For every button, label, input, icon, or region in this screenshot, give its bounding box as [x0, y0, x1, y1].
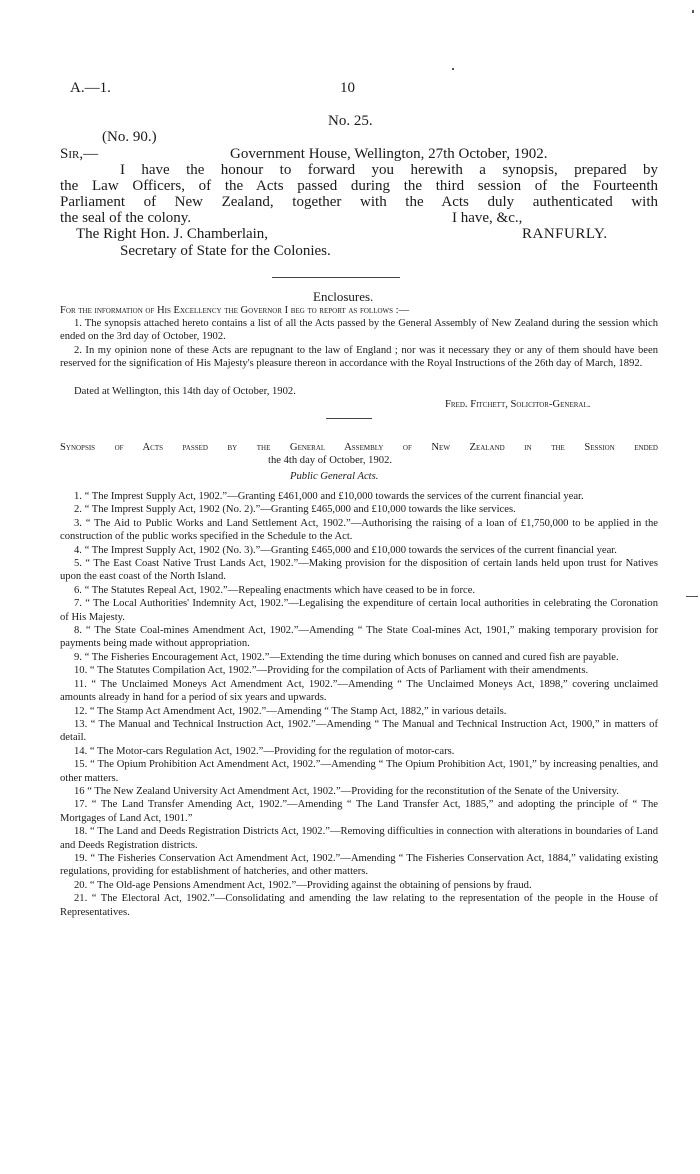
scan-mark — [686, 596, 698, 597]
letter-body-last-line: the seal of the colony. — [60, 210, 192, 226]
synopsis-item: 10. “ The Statutes Compilation Act, 1902.”—Providing for the compilation of Acts of Parliament with their amendments. — [74, 665, 589, 677]
enclosures-para-2: 2. In my opinion none of these Acts are repugnant to the law of England ; nor was it necessary they or any of them should have been reserved for the signification of His Majesty's pleasure thereon in accordance with the Royal Instructions of the 26th day of March, 1892. — [60, 345, 658, 370]
letter-addressee-title: Secretary of State for the Colonies. — [120, 243, 331, 259]
synopsis-item: 8. “ The State Coal-mines Amendment Act, 1902.”—Amending “ The State Coal-mines Act, 1901,” making temporary provision for payments being made without appropriation. — [60, 625, 658, 650]
enclosures-title: Enclosures. — [313, 289, 374, 304]
synopsis-item: 7. “ The Local Authorities' Indemnity Act, 1902.”—Legalising the expenditure of certain local authorities in celebrating the Coronation of His Majesty. — [60, 598, 658, 623]
synopsis-item: 13. “ The Manual and Technical Instruction Act, 1902.”—Amending “ The Manual and Technical Instruction Act, 1900,” in matters of detail. — [60, 718, 658, 744]
synopsis-item: 5. “ The East Coast Native Trust Lands Act, 1902.”—Making provision for the disposition of certain lands held upon trust for Natives upon the east coast of the North Island. — [60, 558, 658, 583]
short-divider — [326, 418, 372, 419]
synopsis-item: 19. “ The Fisheries Conservation Act Amendment Act, 1902.”—Amending “ The Fisheries Conservation Act, 1884,” validating existing regulations, providing for establishment of hatcheries, and other matters. — [60, 852, 658, 878]
synopsis-item: 11. “ The Unclaimed Moneys Act Amendment Act, 1902.”—Amending “ The Unclaimed Moneys Act, 1898,” covering unclaimed amounts already in hand for a period of six years and upwards. — [60, 678, 658, 704]
enclosures-dated: Dated at Wellington, this 14th day of October, 1902. — [74, 386, 296, 397]
scan-mark — [692, 10, 694, 13]
synopsis-item: 16 “ The New Zealand University Act Amendment Act, 1902.”—Providing for the reconstitution of the Senate of the University. — [74, 785, 619, 797]
synopsis-list — [60, 490, 658, 919]
letter-reference: (No. 90.) — [102, 129, 157, 145]
synopsis-subheading: Public General Acts. — [290, 471, 379, 482]
document-number: No. 25. — [328, 113, 373, 129]
synopsis-item: 14. “ The Motor-cars Regulation Act, 1902.”—Providing for the regulation of motor-cars. — [74, 745, 455, 757]
letter-body-line-3: Parliament of New Zealand, together with the Acts duly authenticated with — [60, 194, 658, 210]
enclosures-signed: Fred. Fitchett, Solicitor-General. — [445, 399, 591, 410]
letter-body-line-2: the Law Officers, of the Acts passed during the third session of the Fourteenth — [60, 178, 658, 194]
enclosures-para-1: 1. The synopsis attached hereto contains a list of all the Acts passed by the General Assembly of New Zealand during the session which ended on the 3rd day of October, 1902. — [60, 318, 658, 343]
synopsis-item: 20. “ The Old-age Pensions Amendment Act, 1902.”—Providing against the obtaining of pensions by fraud. — [74, 879, 532, 891]
enclosures-intro: For the information of His Excellency the Governor I beg to report as follows :— — [60, 305, 410, 316]
synopsis-item: 1. “ The Imprest Supply Act, 1902.”—Granting £461,000 and £10,000 towards the services of the current financial year. — [74, 491, 584, 502]
letter-signature: RANFURLY. — [522, 226, 608, 242]
letter-place-date: Government House, Wellington, 27th October, 1902. — [230, 146, 548, 162]
synopsis-item: 6. “ The Statutes Repeal Act, 1902.”—Repealing enactments which have ceased to be in force. — [74, 584, 476, 596]
page-number: 10 — [340, 80, 355, 96]
synopsis-item: 21. “ The Electoral Act, 1902.”—Consolidating and amending the law relating to the representation of the people in the House of Representatives. — [60, 893, 658, 918]
synopsis-item: 17. “ The Land Transfer Amending Act, 1902.”—Amending “ The Land Transfer Act, 1885,” and adopting the principle of “ The Mortgages of Land Act, 1901.” — [60, 799, 658, 824]
section-divider — [272, 277, 400, 278]
synopsis-item: 3. “ The Aid to Public Works and Land Settlement Act, 1902.”—Authorising the raising of a loan of £1,750,000 to be applied in the construction of the public works specified in the Schedule to the Act. — [60, 517, 658, 543]
synopsis-heading-line-1: Synopsis of Acts passed by the General Assembly of New Zealand in the Session ended — [60, 442, 658, 453]
letter-addressee: The Right Hon. J. Chamberlain, — [76, 226, 269, 242]
synopsis-heading-line-2: the 4th day of October, 1902. — [268, 455, 393, 466]
synopsis-item: 2. “ The Imprest Supply Act, 1902 (No. 2).”—Granting £465,000 and £10,000 towards the like services. — [74, 504, 516, 516]
letter-salutation: Sir,— — [60, 146, 99, 162]
synopsis-item: 15. “ The Opium Prohibition Act Amendment Act, 1902.”—Amending “ The Opium Prohibition Act, 1901,” by increasing penalties, and other matters. — [60, 759, 658, 784]
synopsis-item: 4. “ The Imprest Supply Act, 1902 (No. 3).”—Granting £465,000 and £10,000 towards the services of the current financial year. — [74, 544, 617, 556]
letter-closing: I have, &c., — [452, 210, 523, 226]
page-header-left: A.—1. — [70, 80, 111, 96]
synopsis-item: 12. “ The Stamp Act Amendment Act, 1902.”—Amending “ The Stamp Act, 1882,” in various details. — [74, 705, 507, 717]
scan-mark — [452, 68, 454, 70]
letter-body-line-1: I have the honour to forward you herewith a synopsis, prepared by — [120, 162, 658, 178]
synopsis-item: 9. “ The Fisheries Encouragement Act, 1902.”—Extending the time during which bonuses on canned and cured fish are payable. — [74, 651, 619, 663]
synopsis-item: 18. “ The Land and Deeds Registration Districts Act, 1902.”—Removing difficulties in connection with alterations in boundaries of Land and Deeds Registration districts. — [60, 826, 658, 851]
